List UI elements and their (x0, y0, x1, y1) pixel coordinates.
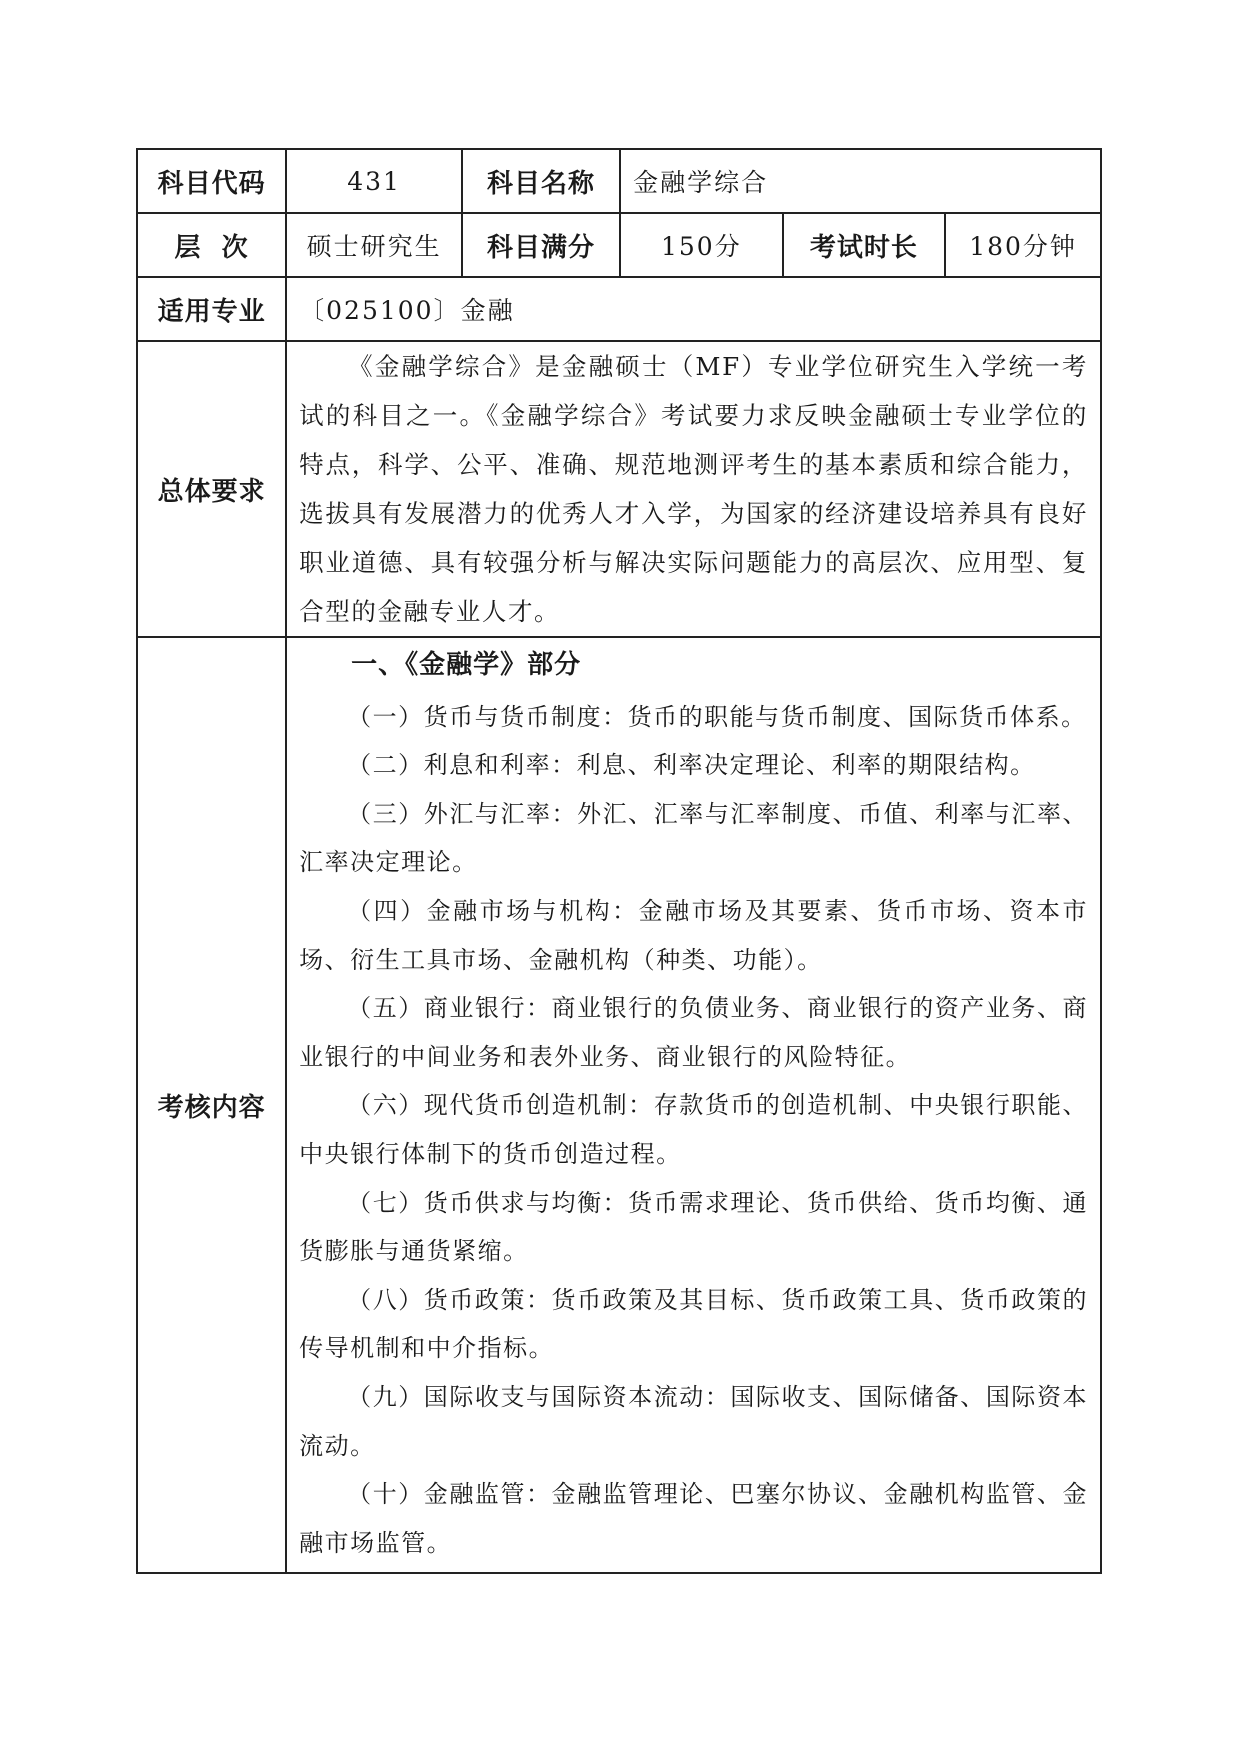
level-label: 层 次 (137, 213, 286, 277)
requirement-row (137, 341, 1101, 637)
content-row (137, 637, 1101, 1573)
content-item: （二）利息和利率：利息、利率决定理论、利率的期限结构。 (347, 751, 1036, 780)
full-score-value: 150分 (620, 213, 783, 277)
content-item: （九）国际收支与国际资本流动：国际收支、国际储备、国际资本流动。 (299, 1382, 1088, 1460)
code-value: 431 (286, 149, 462, 213)
exam-spec-table (136, 148, 1102, 1574)
level-value: 硕士研究生 (286, 213, 462, 277)
content-label: 考核内容 (137, 637, 286, 1573)
duration-value: 180分钟 (945, 213, 1101, 277)
name-label: 科目名称 (462, 149, 620, 213)
content-item: （五）商业银行：商业银行的负债业务、商业银行的资产业务、商业银行的中间业务和表外业务、商业银行的风险特征。 (299, 994, 1088, 1071)
content-item: （一）货币与货币制度：货币的职能与货币制度、国际货币体系。 (347, 702, 1087, 731)
major-value: 〔025100〕金融 (286, 277, 1101, 341)
content-item: （六）现代货币创造机制：存款货币的创造机制、中央银行职能、中央银行体制下的货币创造过程。 (299, 1091, 1088, 1168)
exam-spec-page (136, 148, 1102, 1574)
level-row (137, 213, 1101, 277)
requirement-label: 总体要求 (137, 341, 286, 637)
content-item: （四）金融市场与机构：金融市场及其要素、货币市场、资本市场、衍生工具市场、金融机构（种类、功能）。 (299, 897, 1088, 974)
requirement-cell (286, 341, 1101, 637)
content-item: （三）外汇与汇率：外汇、汇率与汇率制度、币值、利率与汇率、汇率决定理论。 (299, 799, 1088, 877)
subject-row (137, 149, 1101, 213)
requirement-text: 《金融学综合》是金融硕士（MF）专业学位研究生入学统一考试的科目之一。《金融学综合》考试要力求反映金融硕士专业学位的特点，科学、公平、准确、规范地测评考生的基本素质和综合能力，选拔具有发展潜力的优秀人才入学，为国家的经济建设培养具有良好职业道德、具有较强分析与解决实际问题能力的高层次、应用型、复合型的金融专业人才。 (299, 352, 1088, 626)
full-score-label: 科目满分 (462, 213, 620, 277)
duration-label: 考试时长 (783, 213, 946, 277)
content-item: （八）货币政策：货币政策及其目标、货币政策工具、货币政策的传导机制和中介指标。 (299, 1285, 1088, 1363)
content-item: （七）货币供求与均衡：货币需求理论、货币供给、货币均衡、通货膨胀与通货紧缩。 (299, 1188, 1088, 1266)
content-item: （十）金融监管：金融监管理论、巴塞尔协议、金融机构监管、金融市场监管。 (299, 1480, 1088, 1557)
code-label: 科目代码 (137, 149, 286, 213)
major-label: 适用专业 (137, 277, 286, 341)
major-row (137, 277, 1101, 341)
section-title: 一、《金融学》部分 (351, 649, 582, 680)
name-value: 金融学综合 (620, 149, 1101, 213)
content-cell (286, 637, 1101, 1573)
